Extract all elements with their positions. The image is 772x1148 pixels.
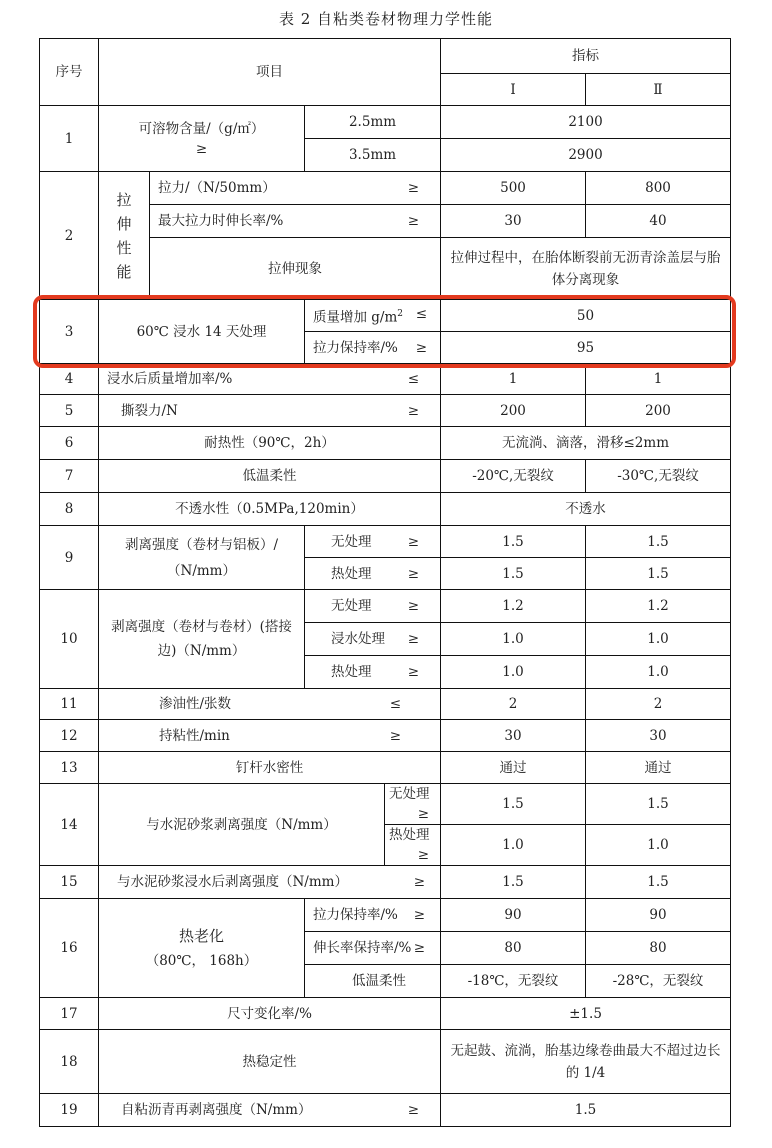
properties-table	[39, 38, 731, 1127]
group-char: 能	[116, 262, 132, 281]
label-text: 无处理	[331, 533, 372, 550]
row-number: 10	[40, 590, 99, 689]
row-label: 剥离强度（卷材与铝板）/（N/mm）	[99, 526, 305, 590]
table-row	[40, 720, 731, 752]
sub-label	[385, 825, 441, 866]
label-text: 与水泥砂浆浸水后剥离强度（N/mm）	[117, 874, 348, 890]
table-row	[40, 395, 731, 427]
row-label	[99, 689, 441, 720]
row-number: 4	[40, 364, 99, 395]
row-label	[99, 106, 305, 172]
row-number: 12	[40, 720, 99, 752]
operator: ≥	[389, 727, 402, 744]
value-cell: 200	[441, 395, 586, 427]
sub-label	[305, 899, 441, 932]
row-number: 6	[40, 427, 99, 460]
value-cell: -20℃,无裂纹	[441, 460, 586, 493]
value-cell: 30	[586, 720, 731, 752]
value-cell: 800	[586, 172, 731, 205]
table-row-highlighted	[40, 300, 731, 332]
value-cell: 1.5	[586, 784, 731, 825]
table-row	[40, 866, 731, 899]
value-cell: 50	[441, 300, 731, 332]
label-text: 热处理	[331, 565, 372, 582]
value-cell: 1.0	[586, 825, 731, 866]
row-number: 1	[40, 106, 99, 172]
operator: ≤	[389, 696, 402, 712]
sub-label	[150, 172, 441, 205]
table-row	[40, 460, 731, 493]
label-text: 最大拉力时伸长率/%	[158, 213, 284, 229]
row-number: 7	[40, 460, 99, 493]
row-label	[99, 720, 441, 752]
operator: ≥	[407, 598, 420, 614]
sub-label	[305, 332, 441, 364]
table-row	[40, 493, 731, 526]
operator: ≥	[407, 213, 420, 229]
value-cell: 1.5	[586, 526, 731, 558]
value-cell: 1	[586, 364, 731, 395]
row-number: 13	[40, 752, 99, 784]
label-text: 持粘性/min	[159, 727, 230, 744]
row-label	[99, 866, 441, 899]
value-cell: 30	[441, 205, 586, 238]
table-row	[40, 1094, 731, 1127]
spec-cell: 2.5mm	[305, 106, 441, 139]
operator: ≥	[407, 1102, 420, 1118]
sub-label	[150, 205, 441, 238]
table-row	[40, 526, 731, 558]
value-cell: 通过	[586, 752, 731, 784]
table-row	[40, 590, 731, 623]
label-text: 无处理	[389, 786, 430, 802]
value-cell: 1.0	[441, 623, 586, 656]
value-cell: 1	[441, 364, 586, 395]
label-text: 拉力保持率/%	[313, 339, 398, 356]
table-row	[40, 689, 731, 720]
row-number: 16	[40, 899, 99, 998]
row-number: 2	[40, 172, 99, 300]
header-no: 序号	[40, 39, 99, 106]
value-cell: -30℃,无裂纹	[586, 460, 731, 493]
row-label: 低温柔性	[99, 460, 441, 493]
value-cell: 200	[586, 395, 731, 427]
value-cell: -28℃，无裂纹	[586, 965, 731, 998]
operator: ≥	[413, 940, 426, 956]
row-label: 耐热性（90℃，2h）	[99, 427, 441, 460]
value-cell: 80	[586, 932, 731, 965]
operator: ≥	[407, 402, 420, 419]
header-indicator: 指标	[441, 39, 731, 74]
row-number: 3	[40, 300, 99, 364]
operator: ≥	[413, 907, 426, 923]
header-grade-1: Ⅰ	[441, 74, 586, 106]
label-text: 拉力/（N/50mm）	[158, 180, 276, 196]
sub-label: 拉伸现象	[150, 238, 441, 300]
operator: ≥	[195, 140, 208, 157]
value-cell: 1.5	[441, 558, 586, 590]
value-cell: 不透水	[441, 493, 731, 526]
label-text: 浸水处理	[331, 631, 385, 647]
sub-label	[305, 623, 441, 656]
value-cell: 90	[586, 899, 731, 932]
row-label: 热稳定性	[99, 1030, 441, 1094]
label-text: 热老化	[178, 926, 224, 945]
value-cell: 90	[441, 899, 586, 932]
label-text: 无处理	[331, 598, 372, 614]
label-text: 撕裂力/N	[121, 402, 178, 419]
row-label	[99, 1094, 441, 1127]
table-row	[40, 172, 731, 205]
row-label: 不透水性（0.5MPa,120min）	[99, 493, 441, 526]
sub-label	[305, 656, 441, 689]
operator: ≥	[407, 180, 420, 196]
value-cell: 1.0	[441, 656, 586, 689]
table-row	[40, 899, 731, 932]
value-cell: 95	[441, 332, 731, 364]
sub-label	[305, 300, 441, 332]
row-number: 17	[40, 998, 99, 1030]
value-cell: 通过	[441, 752, 586, 784]
superscript: 2	[397, 308, 404, 319]
row-label: 剥离强度（卷材与卷材）(搭接边)（N/mm）	[99, 590, 305, 689]
row-label	[99, 899, 305, 998]
value-cell: 1.5	[586, 866, 731, 899]
operator: ≥	[415, 339, 428, 356]
value-cell: 1.5	[441, 784, 586, 825]
table-row	[40, 1030, 731, 1094]
value-cell: 1.2	[441, 590, 586, 623]
label-text: 质量增加 g/m	[313, 309, 398, 326]
sub-label	[305, 590, 441, 623]
row-number: 19	[40, 1094, 99, 1127]
operator: ≥	[417, 806, 430, 822]
value-cell: 2100	[441, 106, 731, 139]
value-cell: 80	[441, 932, 586, 965]
value-cell: 2	[586, 689, 731, 720]
operator: ≥	[407, 664, 420, 680]
value-cell: 1.5	[441, 526, 586, 558]
group-label	[99, 172, 150, 300]
label-text-2: （80℃， 168h）	[145, 952, 258, 969]
value-cell: 1.0	[441, 825, 586, 866]
row-label: 60℃ 浸水 14 天处理	[99, 300, 305, 364]
sub-label	[305, 526, 441, 558]
value-cell: 1.0	[586, 656, 731, 689]
value-cell: ±1.5	[441, 998, 731, 1030]
table-row	[40, 784, 731, 825]
row-number: 18	[40, 1030, 99, 1094]
group-char: 拉	[116, 190, 132, 209]
label-text: 自粘沥青再剥离强度（N/mm）	[121, 1102, 312, 1118]
group-char: 性	[116, 238, 132, 257]
row-label: 与水泥砂浆剥离强度（N/mm）	[99, 784, 385, 866]
sub-label	[385, 784, 441, 825]
sub-label	[305, 558, 441, 590]
row-number: 5	[40, 395, 99, 427]
value-cell: 1.5	[441, 866, 586, 899]
value-cell: 拉伸过程中，在胎体断裂前无沥青涂盖层与胎体分离现象	[441, 238, 731, 300]
value-cell: 2	[441, 689, 586, 720]
row-number: 8	[40, 493, 99, 526]
value-cell: 1.5	[586, 558, 731, 590]
label-text: 热处理	[389, 827, 430, 843]
row-number: 15	[40, 866, 99, 899]
value-cell: 1.0	[586, 623, 731, 656]
table-row	[40, 998, 731, 1030]
table-row	[40, 364, 731, 395]
table-row	[40, 752, 731, 784]
operator: ≥	[413, 874, 426, 890]
group-char: 伸	[116, 214, 132, 233]
operator: ≥	[407, 565, 420, 582]
header-grade-2: Ⅱ	[586, 74, 731, 106]
sub-label	[305, 932, 441, 965]
label-text: 浸水后质量增加率/%	[107, 371, 233, 387]
row-number: 9	[40, 526, 99, 590]
row-number: 14	[40, 784, 99, 866]
table-row	[40, 106, 731, 139]
label-text: 可溶物含量/（g/㎡）	[138, 120, 265, 137]
operator: ≥	[417, 847, 430, 863]
header-row-1	[40, 39, 731, 74]
row-label	[99, 364, 441, 395]
operator: ≥	[407, 631, 420, 647]
value-cell: -18℃，无裂纹	[441, 965, 586, 998]
value-cell: 无流淌、滴落，滑移≤2mm	[441, 427, 731, 460]
label-text: 热处理	[331, 664, 372, 680]
value-cell: 2900	[441, 139, 731, 172]
table-title: 表 2 自粘类卷材物理力学性能	[278, 10, 494, 28]
label-text: 拉力保持率/%	[313, 907, 398, 923]
row-label	[99, 395, 441, 427]
header-item: 项目	[99, 39, 441, 106]
label-text: 渗油性/张数	[159, 696, 232, 712]
operator: ≤	[415, 305, 428, 322]
row-label: 尺寸变化率/%	[99, 998, 441, 1030]
row-label: 钉杆水密性	[99, 752, 441, 784]
value-cell: 1.5	[441, 1094, 731, 1127]
value-cell: 40	[586, 205, 731, 238]
row-number: 11	[40, 689, 99, 720]
value-cell: 无起鼓、流淌，胎基边缘卷曲最大不超过边长的 1/4	[441, 1030, 731, 1094]
operator: ≥	[407, 533, 420, 550]
value-cell: 30	[441, 720, 586, 752]
sub-label: 低温柔性	[305, 965, 441, 998]
label-text: 伸长率保持率/%	[313, 940, 412, 956]
table-row	[40, 427, 731, 460]
value-cell: 1.2	[586, 590, 731, 623]
value-cell: 500	[441, 172, 586, 205]
spec-cell: 3.5mm	[305, 139, 441, 172]
operator: ≤	[407, 371, 420, 387]
